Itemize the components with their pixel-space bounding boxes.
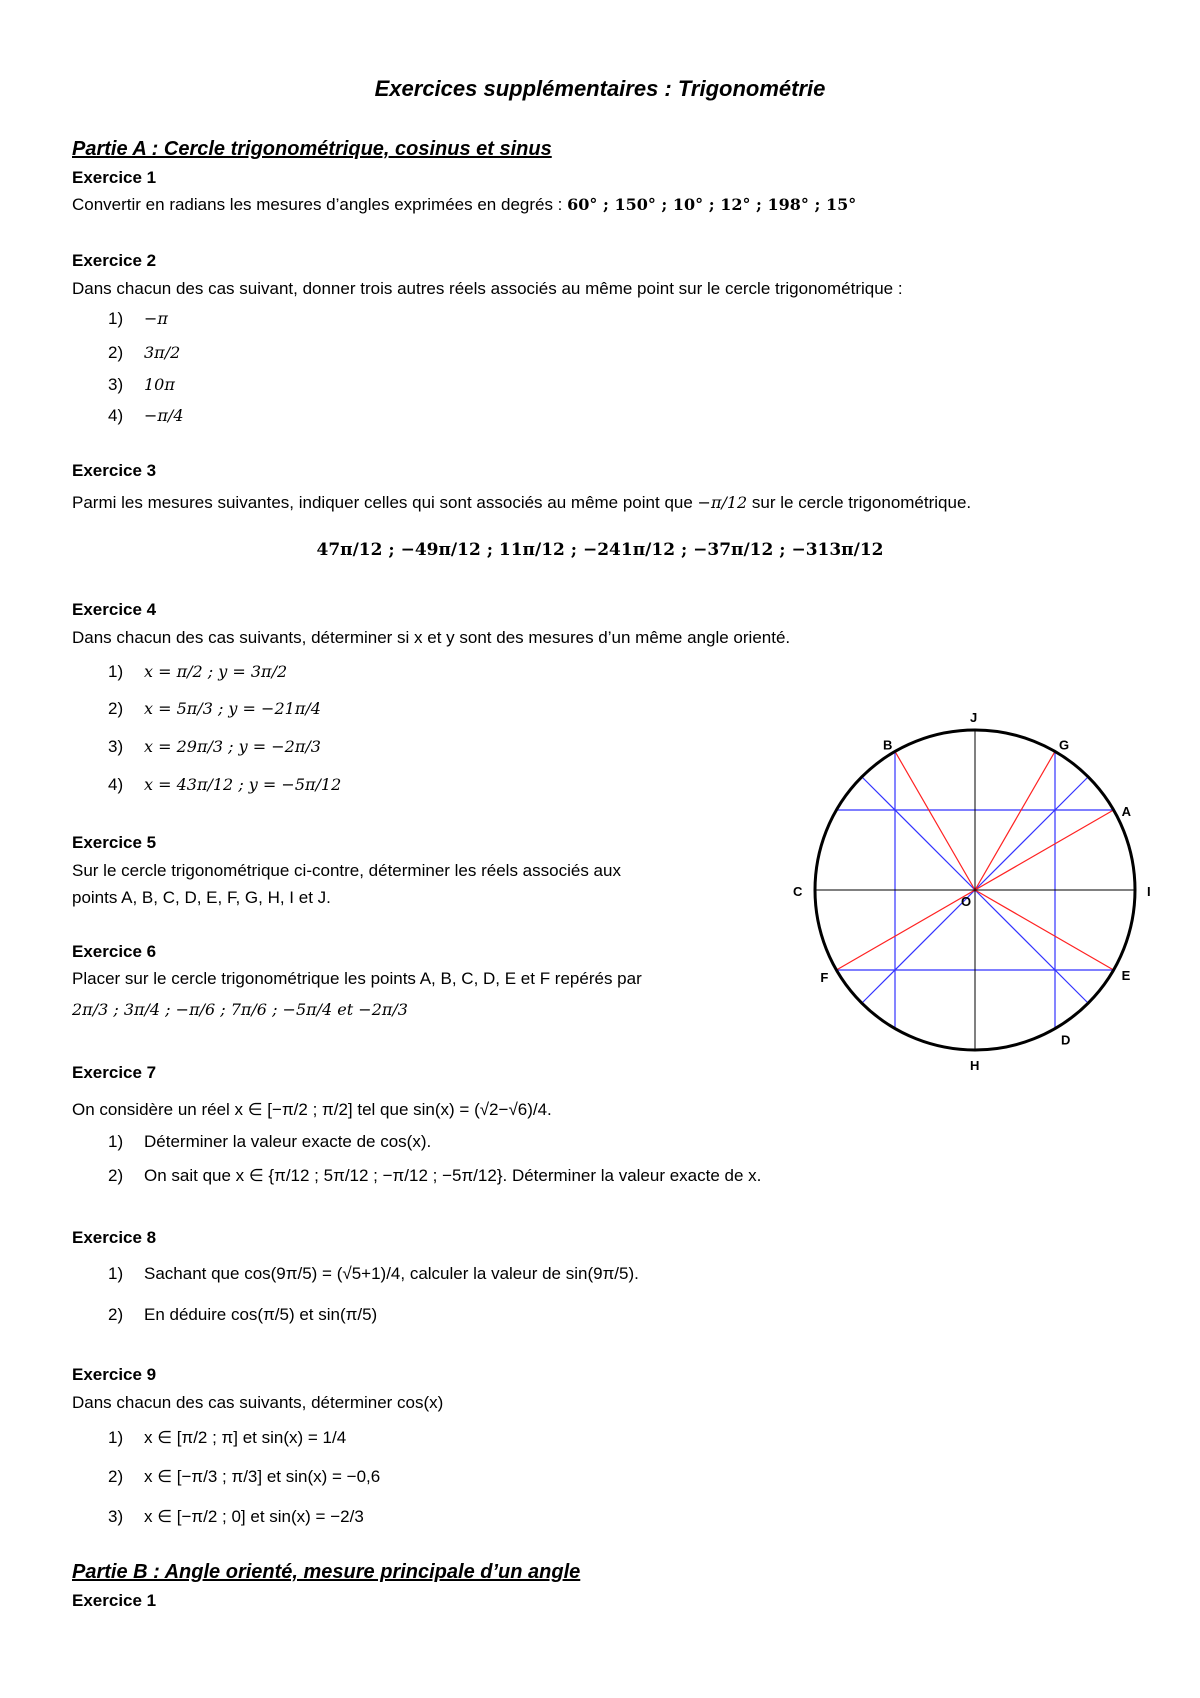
exercise-8-item-1: 1) Sachant que cos(9π/5) = (√5+1)/4, calculer la valeur de sin(9π/5). — [108, 1264, 639, 1283]
exercise-1-text — [72, 195, 856, 215]
point-label-c: C — [793, 884, 803, 899]
exercise-9-item-3: 3) x ∈ [−π/2 ; 0] et sin(x) = −2/3 — [108, 1507, 364, 1526]
exercise-1-title: Exercice 1 — [72, 168, 157, 187]
exercise-7-title: Exercice 7 — [72, 1063, 157, 1082]
exercise-8-item-2: 2) En déduire cos(π/5) et sin(π/5) — [108, 1305, 378, 1324]
point-label-b: B — [883, 737, 893, 753]
trigonometric-circle-figure — [790, 700, 1170, 1080]
exercise-5-line-1: Sur le cercle trigonométrique ci-contre, déterminer les réels associés aux — [72, 861, 621, 880]
exercise-2-text: Dans chacun des cas suivant, donner trois autres réels associés au même point sur le cercle trigonométrique : — [72, 279, 903, 298]
exercise-6-title: Exercice 6 — [72, 942, 157, 961]
exercise-3-reference-angle: −π/12 — [697, 493, 748, 512]
exercise-9-title: Exercice 9 — [72, 1365, 157, 1384]
exercise-7-item-2: 2) On sait que x ∈ {π/12 ; 5π/12 ; −π/12 ; −5π/12}. Déterminer la valeur exacte de x. — [108, 1166, 762, 1185]
exercise-9-item-2: 2) x ∈ [−π/3 ; π/3] et sin(x) = −0,6 — [108, 1467, 381, 1486]
point-label-a: A — [1121, 804, 1131, 819]
point-label-j: J — [970, 710, 978, 725]
point-label-g: G — [1059, 737, 1070, 753]
exercise-7-item-1: 1) Déterminer la valeur exacte de cos(x). — [108, 1132, 432, 1151]
exercise-6-line-1: Placer sur le cercle trigonométrique les points A, B, C, D, E et F repérés par — [72, 969, 642, 988]
exercise-2-item-2: 2) 3π/2 — [108, 343, 181, 362]
part-b-title: Partie B : Angle orienté, mesure principale d’un angle — [72, 1561, 581, 1583]
exercise-4-item-1: 1) x = π/2 ; y = 3π/2 — [108, 662, 288, 681]
exercise-2-item-3: 3) 10π — [108, 375, 175, 394]
exercise-7-statement: On considère un réel x ∈ [−π/2 ; π/2] tel que sin(x) = (√2−√6)/4. — [72, 1100, 552, 1119]
exercise-1-values: 60° ; 150° ; 10° ; 12° ; 198° ; 15° — [567, 195, 857, 214]
red-line-to-E — [975, 890, 1114, 970]
exercise-4-item-4: 4) x = 43π/12 ; y = −5π/12 — [108, 775, 342, 794]
exercise-3-title: Exercice 3 — [72, 461, 157, 480]
exercise-9-item-1: 1) x ∈ [π/2 ; π] et sin(x) = 1/4 — [108, 1428, 347, 1447]
point-label-o: O — [961, 894, 972, 909]
point-label-f: F — [820, 970, 829, 985]
exercise-2-item-1: 1) −π — [108, 309, 168, 328]
point-label-e: E — [1121, 968, 1131, 983]
exercise-4-item-2: 2) x = 5π/3 ; y = −21π/4 — [108, 699, 321, 718]
exercise-3-text: Parmi les mesures suivantes, indiquer celles qui sont associés au même point que −π/12 sur le cercle trigonométrique. — [72, 493, 972, 512]
exercise-2-title: Exercice 2 — [72, 251, 157, 270]
point-label-h: H — [970, 1058, 980, 1073]
exercise-9-text: Dans chacun des cas suivants, déterminer cos(x) — [72, 1393, 444, 1412]
exercise-3-measures-list: 47π/12 ; −49π/12 ; 11π/12 ; −241π/12 ; −37π/12 ; −313π/12 — [316, 540, 884, 560]
red-line-to-G — [975, 751, 1055, 890]
part-b-exercise-1-title: Exercice 1 — [72, 1591, 157, 1610]
point-label-d: D — [1061, 1032, 1071, 1048]
exercise-1-instruction: Convertir en radians les mesures d’angles exprimées en degrés : — [72, 195, 568, 214]
red-line-to-B — [895, 751, 975, 890]
point-label-i: I — [1147, 884, 1151, 899]
part-a-title: Partie A : Cercle trigonométrique, cosinus et sinus — [72, 138, 552, 160]
exercise-8-title: Exercice 8 — [72, 1228, 157, 1247]
exercise-6-line-2: 2π/3 ; 3π/4 ; −π/6 ; 7π/6 ; −5π/4 et −2π/3 — [72, 1000, 408, 1019]
exercise-4-item-3: 3) x = 29π/3 ; y = −2π/3 — [108, 737, 321, 756]
exercise-5-line-2: points A, B, C, D, E, F, G, H, I et J. — [72, 888, 331, 907]
exercise-2-item-4: 4) −π/4 — [108, 406, 184, 425]
exercise-4-title: Exercice 4 — [72, 600, 157, 619]
exercise-5-title: Exercice 5 — [72, 833, 157, 852]
page-title: Exercices supplémentaires : Trigonométrie — [374, 76, 826, 101]
exercise-4-text: Dans chacun des cas suivants, déterminer si x et y sont des mesures d’un même angle orienté. — [72, 628, 791, 647]
